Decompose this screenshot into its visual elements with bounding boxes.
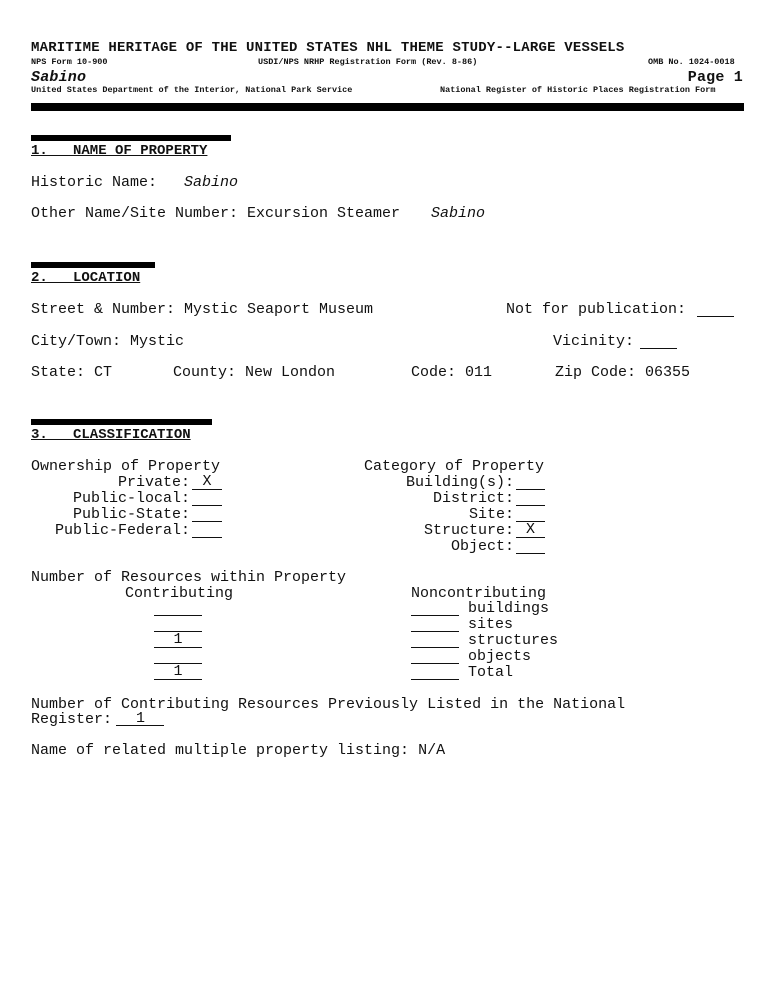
resource-label-sites: sites bbox=[468, 616, 514, 633]
historic-name-value: Sabino bbox=[184, 174, 239, 191]
other-name-label: Other Name/Site Number: Excursion Steamer bbox=[31, 205, 401, 222]
ownership-title: Ownership of Property bbox=[31, 458, 221, 475]
other-name-value: Sabino bbox=[431, 205, 486, 222]
vicinity-blank bbox=[640, 334, 677, 349]
category-structure-label: Structure: bbox=[423, 522, 514, 539]
category-district-label: District: bbox=[432, 490, 514, 507]
category-object-value bbox=[516, 539, 545, 554]
category-object-label: Object: bbox=[450, 538, 514, 555]
zip-code: Zip Code: 06355 bbox=[555, 364, 691, 381]
section-heading-2: 2. LOCATION bbox=[31, 270, 141, 286]
category-district-value bbox=[516, 491, 545, 506]
street-number: Street & Number: Mystic Seaport Museum bbox=[31, 301, 374, 318]
ownership-state-label: Public-State: bbox=[72, 506, 190, 523]
register-value: 1 bbox=[116, 712, 164, 726]
not-for-publication-label: Not for publication: bbox=[506, 301, 687, 318]
document-title: MARITIME HERITAGE OF THE UNITED STATES NHL THEME STUDY--LARGE VESSELS bbox=[31, 40, 625, 56]
ownership-private-value: X bbox=[192, 475, 222, 490]
ownership-federal-label: Public-Federal: bbox=[54, 522, 190, 539]
contributing-title: Contributing bbox=[125, 585, 234, 602]
noncontributing-buildings bbox=[411, 601, 459, 616]
noncontributing-objects bbox=[411, 649, 459, 664]
category-title: Category of Property bbox=[364, 458, 545, 475]
contributing-structures: 1 bbox=[154, 633, 202, 648]
category-building-value bbox=[516, 475, 545, 490]
department: United States Department of the Interior, National Park Service bbox=[31, 85, 353, 95]
resource-label-total: Total bbox=[468, 664, 514, 681]
contributing-total: 1 bbox=[154, 665, 202, 680]
previously-listed-text: Number of Contributing Resources Previously Listed in the National bbox=[31, 696, 626, 713]
ownership-private-label: Private: bbox=[117, 474, 190, 491]
contributing-sites bbox=[154, 617, 202, 632]
code: Code: 011 bbox=[411, 364, 493, 381]
section-heading-1: 1. NAME OF PROPERTY bbox=[31, 143, 208, 159]
vicinity-label: Vicinity: bbox=[553, 333, 635, 350]
section-heading-3: 3. CLASSIFICATION bbox=[31, 427, 191, 443]
form-number: NPS Form 10-900 bbox=[31, 57, 108, 67]
category-building-label: Building(s): bbox=[405, 474, 514, 491]
noncontributing-structures bbox=[411, 633, 459, 648]
omb-number: OMB No. 1024-0018 bbox=[648, 57, 735, 67]
resource-label-buildings: buildings bbox=[468, 600, 550, 617]
category-structure-value: X bbox=[516, 523, 545, 538]
noncontributing-title: Noncontributing bbox=[411, 585, 547, 602]
ownership-federal-value bbox=[192, 523, 222, 538]
contributing-buildings bbox=[154, 601, 202, 616]
register-form: National Register of Historic Places Registration Form bbox=[440, 85, 716, 95]
county: County: New London bbox=[173, 364, 336, 381]
form-name: USDI/NPS NRHP Registration Form (Rev. 8-86) bbox=[258, 57, 478, 67]
historic-name-label: Historic Name: bbox=[31, 174, 158, 191]
noncontributing-sites bbox=[411, 617, 459, 632]
page-number: Page 1 bbox=[687, 69, 743, 86]
section-bar bbox=[31, 419, 212, 425]
header-rule bbox=[31, 103, 744, 111]
category-site-value bbox=[516, 507, 545, 522]
not-for-publication-blank bbox=[697, 302, 734, 317]
property-name: Sabino bbox=[31, 69, 87, 86]
noncontributing-total bbox=[411, 665, 459, 680]
category-site-label: Site: bbox=[468, 506, 514, 523]
ownership-local-value bbox=[192, 491, 222, 506]
ownership-local-label: Public-local: bbox=[72, 490, 190, 507]
city-town: City/Town: Mystic bbox=[31, 333, 185, 350]
contributing-objects bbox=[154, 649, 202, 664]
resource-label-objects: objects bbox=[468, 648, 532, 665]
register-label: Register: bbox=[31, 711, 113, 728]
state: State: CT bbox=[31, 364, 113, 381]
resources-title: Number of Resources within Property bbox=[31, 569, 347, 586]
section-bar bbox=[31, 135, 231, 141]
related-listing: Name of related multiple property listing: N/A bbox=[31, 742, 446, 759]
section-bar bbox=[31, 262, 155, 268]
ownership-state-value bbox=[192, 507, 222, 522]
resource-label-structures: structures bbox=[468, 632, 559, 649]
